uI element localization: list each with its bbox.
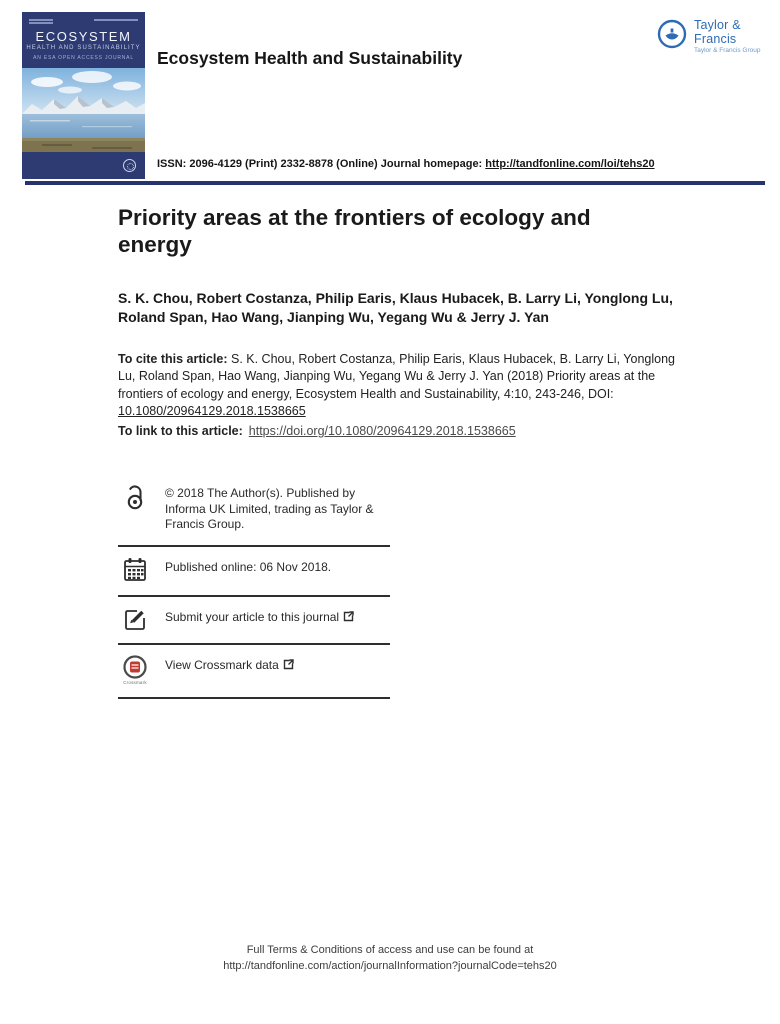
external-link-icon [283, 659, 294, 675]
crossmark-row[interactable] [118, 645, 390, 699]
published-row [118, 547, 390, 597]
journal-title: Ecosystem Health and Sustainability [157, 48, 463, 68]
logo-group-name: Taylor & Francis Group [694, 47, 761, 54]
article-title: Priority areas at the frontiers of ecology and energy [118, 205, 591, 258]
article-info-panel [118, 473, 390, 699]
article-authors: S. K. Chou, Robert Costanza, Philip Earis, Klaus Hubacek, B. Larry Li, Yonglong Lu, Roland Span, Hao Wang, Jianping Wu, Yegang Wu & Jerry J. Yan [118, 290, 673, 325]
cover-journal-tagline: AN ESA OPEN ACCESS JOURNAL [33, 55, 134, 61]
header-divider [25, 181, 765, 185]
cite-doi-link[interactable]: 10.1080/20964129.2018.1538665 [118, 403, 306, 418]
journal-homepage-link[interactable]: http://tandfonline.com/loi/tehs20 [485, 158, 655, 170]
cite-body: S. K. Chou, Robert Costanza, Philip Earis, Klaus Hubacek, B. Larry Li, Yonglong Lu, Roland Span, Hao Wang, Jianping Wu, Yegang Wu & Jerry J. Yan (2018) Priority areas at the frontiers of ecology and energy, Ecosystem Health and Sustainability, 4:10, 243-246, DOI: [118, 352, 675, 401]
cover-issue-text [94, 19, 138, 22]
logo-name: Taylor & Francis [694, 18, 741, 46]
crossmark-caption: Crossmark [123, 679, 147, 685]
citation-paragraph [118, 351, 680, 420]
article-link-line [118, 424, 516, 438]
cover-masthead [22, 12, 145, 68]
issn-text: ISSN: 2096-4129 (Print) 2332-8878 (Online) Journal homepage: [157, 158, 486, 170]
calendar-icon [122, 557, 148, 583]
cite-label: To cite this article: [118, 352, 228, 366]
license-row [118, 473, 390, 547]
view-crossmark-link[interactable]: View Crossmark data [165, 655, 294, 675]
issn-homepage-line [157, 158, 655, 170]
submit-pencil-icon [122, 607, 148, 631]
cover-journal-title: ECOSYSTEM [35, 29, 132, 44]
journal-cover-image [22, 12, 145, 179]
taylor-francis-wordmark [694, 18, 780, 54]
cover-footer-strip [22, 152, 145, 179]
license-text: © 2018 The Author(s). Published by Informa UK Limited, trading as Taylor & Francis Group. [165, 486, 374, 532]
footer-terms-text: Full Terms & Conditions of access and use can be found at [246, 944, 534, 956]
cover-journal-subtitle: HEALTH AND SUSTAINABILITY [26, 45, 141, 51]
doi-link[interactable]: https://doi.org/10.1080/20964129.2018.1538665 [248, 424, 516, 438]
terms-footer [0, 943, 780, 975]
crossmark-icon [122, 655, 148, 685]
open-access-icon [122, 483, 148, 511]
cover-volume-text [29, 19, 53, 24]
footer-terms-link[interactable]: http://tandfonline.com/action/journalInformation?journalCode=tehs20 [223, 959, 557, 972]
cover-landscape-photo [22, 68, 145, 152]
published-online-text: Published online: 06 Nov 2018. [165, 559, 332, 574]
external-link-icon [343, 611, 354, 627]
cover-society-emblem-icon [123, 159, 136, 172]
submit-article-link[interactable]: Submit your article to this journal [165, 607, 354, 627]
taylor-francis-globe-icon [657, 19, 687, 54]
link-label: To link to this article: [118, 424, 243, 438]
submit-row[interactable] [118, 597, 390, 645]
taylor-francis-logo [657, 18, 780, 54]
